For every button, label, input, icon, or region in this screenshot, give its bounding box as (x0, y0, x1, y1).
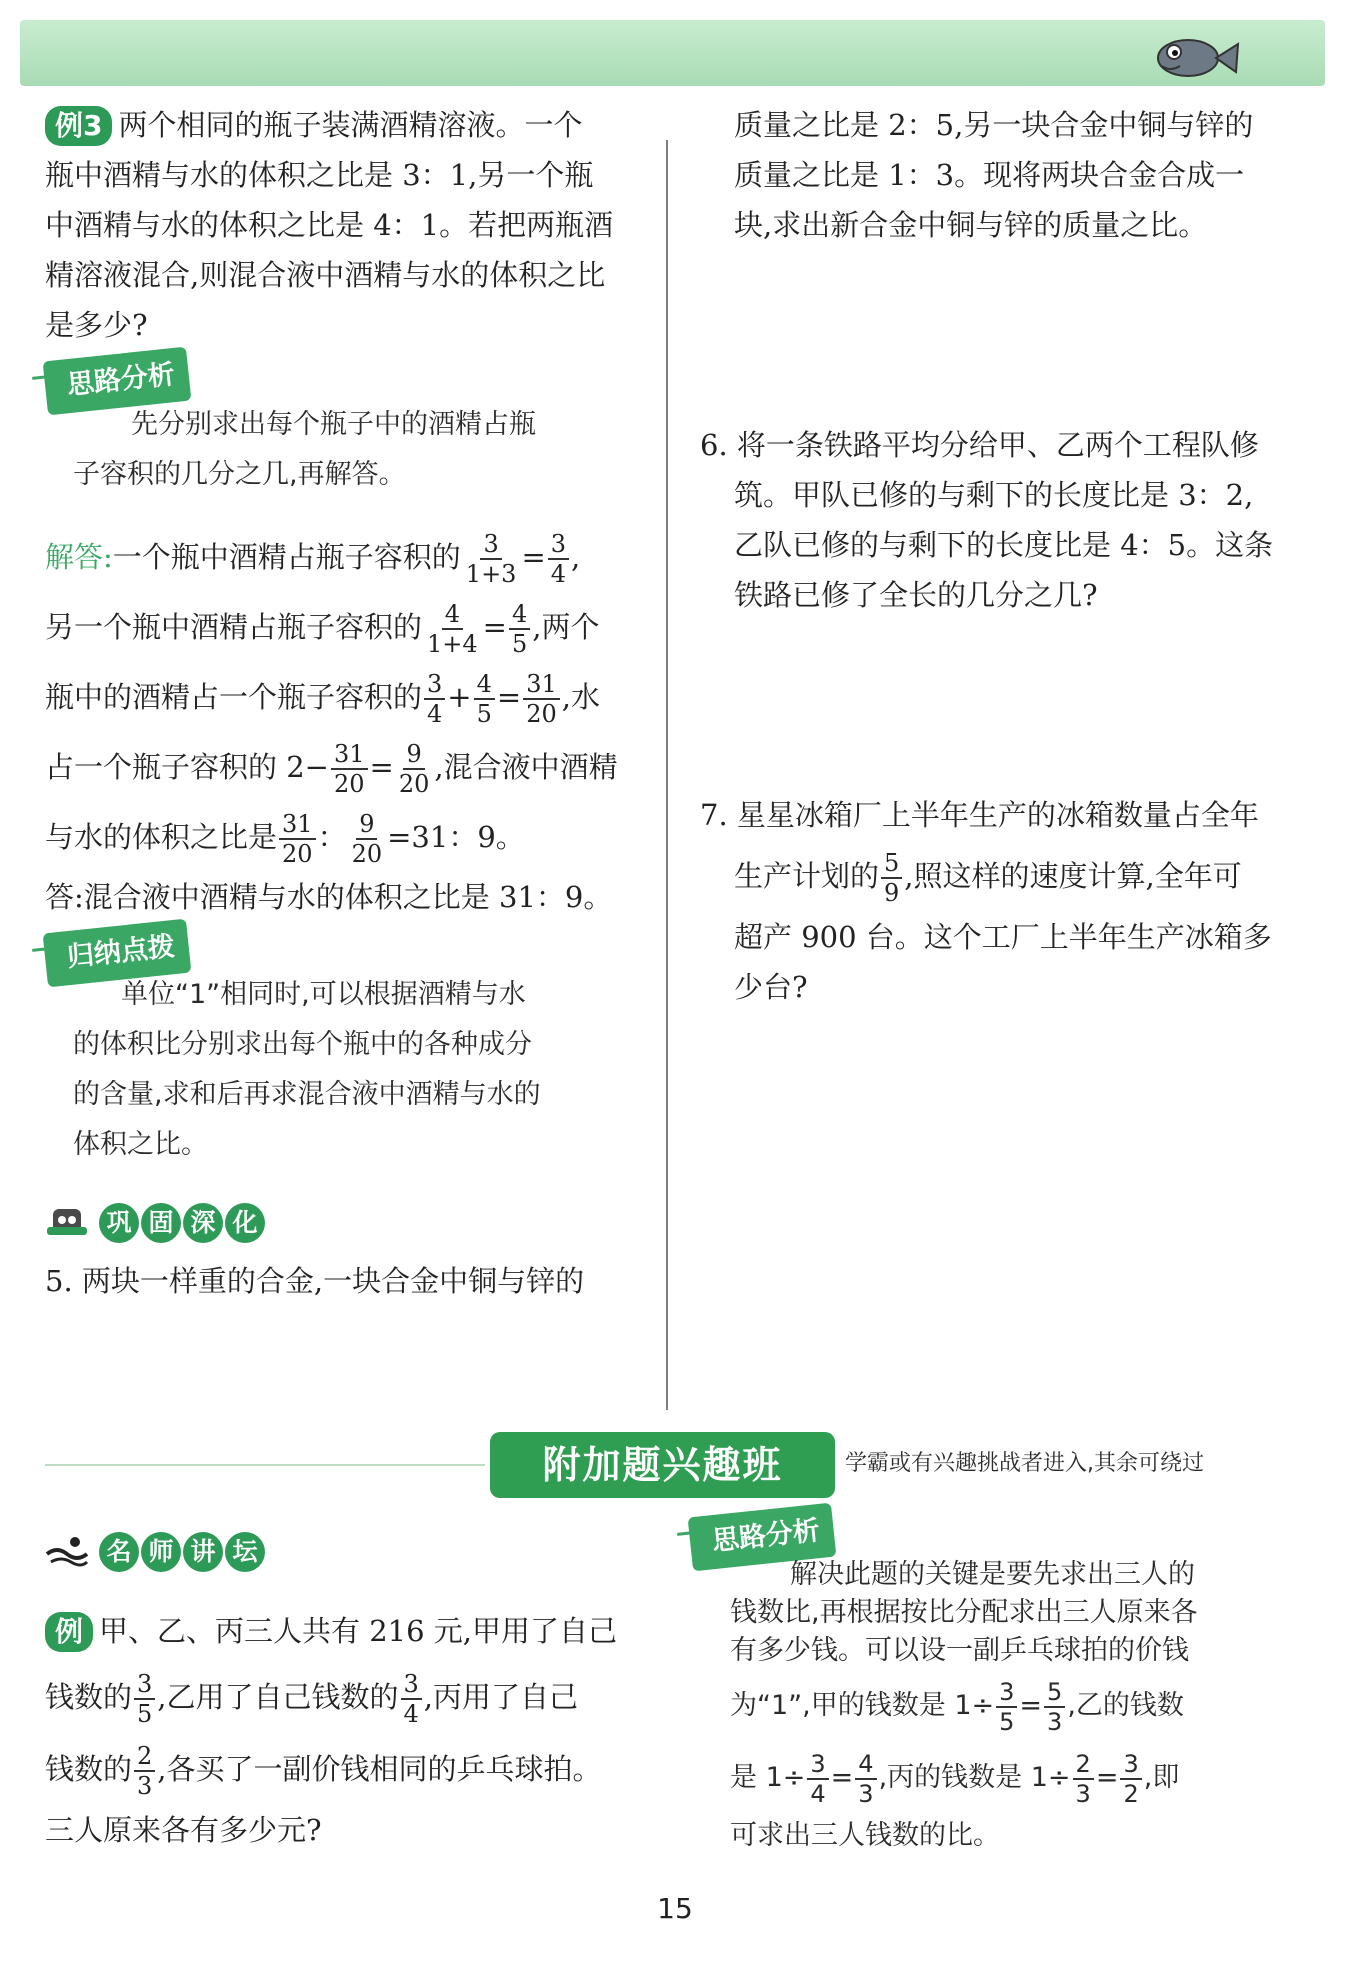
analysis-label: 思路分析 (43, 347, 192, 416)
question-7-line-2: 生产计划的 $\frac{5}{9}$ ,照这样的速度计算,全年可 (734, 849, 1242, 907)
question-5-cont-2: 质量之比是 1：3。现将两块合金合成一 (734, 158, 1245, 192)
consolidate-heading (45, 1196, 655, 1256)
fraction: $\frac{3}{4}$ (548, 530, 569, 588)
fraction: $\frac{9}{20}$ (398, 740, 430, 798)
question-6-line-2: 筑。甲队已修的与剩下的长度比是 3：2, (734, 478, 1254, 512)
page-number: 15 (657, 1892, 693, 1925)
question-7-line-1: 7. 星星冰箱厂上半年生产的冰箱数量占全年 (700, 798, 1259, 832)
example3-line-4: 精溶液混合,则混合液中酒精与水的体积之比 (45, 258, 606, 292)
fraction: $\frac{9}{20}$ (351, 810, 383, 868)
lecture-analysis-line-4: 为“1”,甲的钱数是 1÷ $\frac{3}{5}$ = $\frac{5}{3}$ ,乙的钱数 (730, 1677, 1184, 1736)
solution-line-2: 另一个瓶中酒精占瓶子容积的 $\frac{4}{1+4}$ = $\frac{4}{5}$ ,两个 (45, 600, 600, 658)
label-char: 师 (141, 1532, 181, 1572)
lecture-column (45, 1525, 655, 1855)
question-7-line-4: 少台? (734, 970, 808, 1004)
lecture-line-4: 三人原来各有多少元? (45, 1813, 322, 1847)
label-char: 讲 (183, 1532, 223, 1572)
header-band (20, 20, 1325, 86)
label-char: 坛 (225, 1532, 265, 1572)
question-5-line-1: 5. 两块一样重的合金,一块合金中铜与锌的 (45, 1264, 585, 1298)
question-5-cont-3: 块,求出新合金中铜与锌的质量之比。 (734, 208, 1208, 242)
fraction: $\frac{3}{4}$ (401, 1670, 422, 1728)
question-7-line-3: 超产 900 台。这个工厂上半年生产冰箱多 (734, 920, 1272, 954)
fraction: $\frac{31}{20}$ (523, 670, 560, 728)
consolidate-label (99, 1196, 267, 1246)
question-6-line-1: 6. 将一条铁路平均分给甲、乙两个工程队修 (700, 428, 1259, 462)
fraction: $\frac{4}{5}$ (509, 600, 530, 658)
example3-line-1: 例3 两个相同的瓶子装满酒精溶液。一个 (45, 100, 655, 150)
solution-line-4: 占一个瓶子容积的 2− $\frac{31}{20}$ = $\frac{9}{20}$ ,混合液中酒精 (45, 740, 618, 798)
lecture-label (99, 1525, 267, 1575)
solution-line-3: 瓶中的酒精占一个瓶子容积的 $\frac{3}{4}$ + $\frac{4}{5}$ = $\frac{31}{20}$ ,水 (45, 670, 600, 728)
fraction: $\frac{3}{1+3}$ (465, 530, 517, 588)
lecture-tag: 例 (45, 1612, 93, 1652)
lecture-analysis-line-5: 是 1÷ $\frac{3}{4}$ = $\frac{4}{3}$ ,丙的钱数是 1÷ $\frac{2}{3}$ = $\frac{3}{2}$ ,即 (730, 1749, 1180, 1808)
fraction: $\frac{4}{3}$ (855, 1750, 876, 1808)
fish-mascot-icon (1140, 22, 1240, 88)
label-char: 固 (141, 1203, 181, 1243)
swimmer-icon (45, 1532, 89, 1568)
robot-icon (45, 1201, 89, 1241)
lecture-line-3: 钱数的 $\frac{2}{3}$ ,各买了一副价钱相同的乒乓球拍。 (45, 1742, 602, 1800)
label-char: 化 (225, 1203, 265, 1243)
example3-line-3: 中酒精与水的体积之比是 4：1。若把两瓶酒 (45, 208, 614, 242)
label-char: 深 (183, 1203, 223, 1243)
fraction: $\frac{2}{3}$ (134, 1742, 155, 1800)
fraction: $\frac{5}{9}$ (881, 849, 902, 907)
fraction: $\frac{31}{20}$ (331, 740, 368, 798)
label-char: 名 (99, 1532, 139, 1572)
solution-line-1: 解答:一个瓶中酒精占瓶子容积的 $\frac{3}{1+3}$ = $\frac{3}{4}$ , (45, 530, 581, 588)
bonus-banner-note: 学霸或有兴趣挑战者进入,其余可绕过 (845, 1451, 1204, 1476)
banner-rule-left (45, 1464, 485, 1466)
right-column (700, 100, 1320, 1012)
label-char: 巩 (99, 1203, 139, 1243)
column-divider (666, 140, 668, 1410)
analysis-line-2: 子容积的几分之几,再解答。 (73, 459, 406, 490)
lecture-analysis-line-1: 解决此题的关键是要先求出三人的 (790, 1559, 1195, 1590)
fraction: $\frac{3}{4}$ (424, 670, 445, 728)
lecture-analysis-line-6: 可求出三人钱数的比。 (730, 1820, 1000, 1851)
lecture-analysis-label: 思路分析 (688, 1503, 837, 1572)
lecture-analysis-line-3: 有多少钱。可以设一副乒乓球拍的价钱 (730, 1635, 1189, 1666)
lecture-analysis-column (690, 1510, 1330, 1858)
summary-line-4: 体积之比。 (73, 1129, 208, 1160)
solution-line-5: 与水的体积之比是 $\frac{31}{20}$ ： $\frac{9}{20}$ =31：9。 (45, 810, 525, 868)
fraction: $\frac{4}{5}$ (474, 670, 495, 728)
fraction: $\frac{3}{5}$ (134, 1670, 155, 1728)
summary-label: 归纳点拨 (43, 919, 192, 988)
solution-answer: 答:混合液中酒精与水的体积之比是 31：9。 (45, 880, 613, 914)
example3-line-2: 瓶中酒精与水的体积之比是 3：1,另一个瓶 (45, 158, 594, 192)
question-6-line-3: 乙队已修的与剩下的长度比是 4：5。这条 (734, 528, 1274, 562)
fraction: $\frac{3}{2}$ (1120, 1750, 1141, 1808)
fraction: $\frac{3}{4}$ (807, 1750, 828, 1808)
analysis-line-1: 先分别求出每个瓶子中的酒精占瓶 (131, 409, 536, 440)
question-5-cont-1: 质量之比是 2：5,另一块合金中铜与锌的 (734, 108, 1254, 142)
left-column (45, 100, 655, 1306)
bonus-banner: 附加题兴趣班 (490, 1432, 835, 1498)
summary-line-2: 的体积比分别求出每个瓶中的各种成分 (73, 1029, 532, 1060)
example3-line-5: 是多少? (45, 308, 148, 342)
fraction: $\frac{5}{3}$ (1044, 1678, 1065, 1736)
lecture-line-1: 例 甲、乙、丙三人共有 216 元,甲用了自己 (45, 1601, 655, 1661)
lecture-heading (45, 1525, 655, 1583)
fraction: $\frac{3}{5}$ (996, 1678, 1017, 1736)
fraction: $\frac{2}{3}$ (1073, 1750, 1094, 1808)
lecture-analysis-line-2: 钱数比,再根据按比分配求出三人原来各 (730, 1597, 1198, 1628)
question-6-line-4: 铁路已修了全长的几分之几? (734, 578, 1098, 612)
lecture-line-2: 钱数的 $\frac{3}{5}$ ,乙用了自己钱数的 $\frac{3}{4}$ ,丙用了自己 (45, 1670, 579, 1728)
summary-line-3: 的含量,求和后再求混合液中酒精与水的 (73, 1079, 541, 1110)
summary-line-1: 单位“1”相同时,可以根据酒精与水 (121, 979, 526, 1010)
example3-tag: 例3 (45, 106, 112, 146)
fraction: $\frac{31}{20}$ (279, 810, 316, 868)
fraction: $\frac{4}{1+4}$ (427, 600, 478, 658)
